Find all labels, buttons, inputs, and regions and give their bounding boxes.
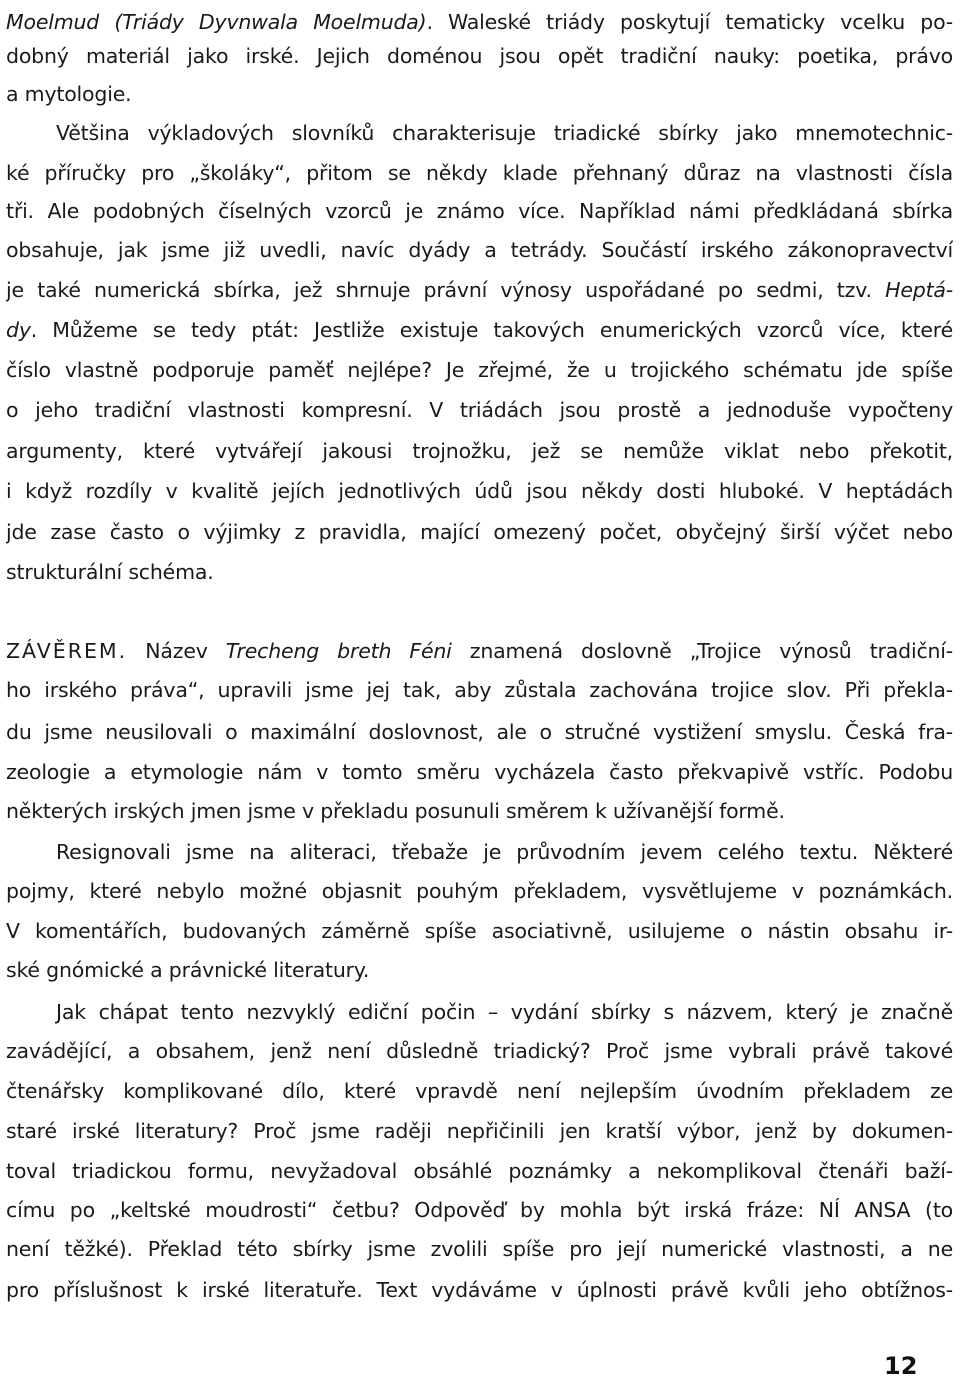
text-segment: zeologie a etymologie nám v tomto směru vycházela často překvapivě vstříc. Podobu <box>6 760 953 784</box>
text-segment: znamená doslovně „Trojice výnosů tradiční- <box>451 639 953 663</box>
text-segment: du jsme neusilovali o maximální doslovnost, ale o stručné vystižení smyslu. Česká fra- <box>6 720 953 744</box>
text-line <box>6 992 953 1032</box>
text-line <box>6 1229 953 1269</box>
italic-text: dy <box>6 318 31 342</box>
text-segment: o jeho tradiční vlastnosti kompresní. V triádách jsou prostě a jednoduše vypočteny <box>6 398 953 422</box>
text-line <box>6 230 953 270</box>
text-line <box>6 1270 953 1310</box>
text-line <box>6 1190 953 1230</box>
text-segment: i když rozdíly v kvalitě jejích jednotlivých údů jsou někdy dosti hluboké. V heptádách <box>6 479 953 503</box>
text-segment: Resignovali jsme na aliteraci, třebaže je průvodním jevem celého textu. Některé <box>56 840 953 864</box>
text-segment: dobný materiál jako irské. Jejich doménou jsou opět tradiční nauky: poetika, právo <box>6 44 953 68</box>
text-line <box>6 670 953 710</box>
text-segment: a mytologie. <box>6 82 132 106</box>
text-segment: některých irských jmen jsme v překladu posunuli směrem k užívanější formě. <box>6 799 785 823</box>
text-line <box>6 752 953 792</box>
text-segment: čtenářsky komplikované dílo, které vpravdě není nejlepším úvodním překladem ze <box>6 1079 953 1103</box>
text-segment: tři. Ale podobných číselných vzorců je známo více. Například námi předkládaná sbírka <box>6 199 953 223</box>
text-line <box>6 270 953 310</box>
text-segment: argumenty, které vytvářejí jakousi trojnožku, jež se nemůže viklat nebo překotit, <box>6 439 953 463</box>
text-line <box>6 471 953 511</box>
text-line <box>6 512 953 552</box>
text-line <box>6 191 953 231</box>
text-segment: pro příslušnost k irské literatuře. Text vydáváme v úplnosti právě kvůli jeho obtížnos- <box>6 1278 953 1302</box>
italic-text: Moelmud (Triády Dyvnwala Moelmuda) <box>6 10 427 34</box>
text-line <box>6 431 953 471</box>
text-line <box>6 153 953 193</box>
text-segment: je také numerická sbírka, jež shrnuje právní výnosy uspořádané po sedmi, tzv. <box>6 278 886 302</box>
text-line <box>6 74 953 114</box>
text-line <box>6 552 953 592</box>
section-heading: ZÁVĚREM. <box>6 639 128 663</box>
text-line <box>6 871 953 911</box>
text-line <box>6 350 953 390</box>
italic-text: Trecheng breth Féni <box>225 639 452 663</box>
text-segment: zavádějící, a obsahem, jenž není důsledně triadický? Proč jsme vybrali právě takové <box>6 1039 953 1063</box>
text-segment: ké příručky pro „školáky“, přitom se někdy klade přehnaný důraz na vlastnosti čísla <box>6 161 953 185</box>
text-segment: . Waleské triády poskytují tematicky vcelku po- <box>426 10 953 34</box>
text-segment: V komentářích, budovaných záměrně spíše asociativně, usilujeme o nástin obsahu ir- <box>6 919 953 943</box>
text-line <box>6 1111 953 1151</box>
text-segment: není těžké). Překlad této sbírky jsme zvolili spíše pro její numerické vlastnosti, a ne <box>6 1237 953 1261</box>
text-segment: staré irské literatury? Proč jsme raději nepřičinili jen kratší výbor, jenž by dokumen- <box>6 1119 953 1143</box>
text-segment: címu po „keltské moudrosti“ četbu? Odpověď by mohla být irská fráze: NÍ ANSA (to <box>6 1198 953 1222</box>
text-segment: ho irského práva“, upravili jsme jej tak, aby zůstala zachována trojice slov. Při překla- <box>6 678 953 702</box>
text-segment: číslo vlastně podporuje paměť nejlépe? Je zřejmé, že u trojického schématu jde spíše <box>6 358 953 382</box>
text-segment: . Můžeme se tedy ptát: Jestliže existuje takových enumerických vzorců více, které <box>30 318 953 342</box>
text-line <box>6 631 953 671</box>
text-line <box>6 832 953 872</box>
text-segment: obsahuje, jak jsme již uvedli, navíc dyády a tetrády. Součástí irského zákonopravectví <box>6 238 953 262</box>
text-line <box>6 950 953 990</box>
text-segment: ské gnómické a právnické literatury. <box>6 958 370 982</box>
text-segment: jde zase často o výjimky z pravidla, mající omezený počet, obyčejný širší výčet nebo <box>6 520 953 544</box>
text-line <box>6 911 953 951</box>
page-number: 12 <box>884 1352 918 1380</box>
text-line <box>6 1031 953 1071</box>
text-segment: toval triadickou formu, nevyžadoval obsáhlé poznámky a nekomplikoval čtenáři baží- <box>6 1159 953 1183</box>
text-segment: Jak chápat tento nezvyklý ediční počin – vydání sbírky s názvem, který je značně <box>56 1000 953 1024</box>
text-line <box>6 712 953 752</box>
text-segment: Většina výkladových slovníků charakterisuje triadické sbírky jako mnemotechnic- <box>56 121 953 145</box>
text-segment: strukturální schéma. <box>6 560 214 584</box>
text-line <box>6 310 953 350</box>
text-segment: pojmy, které nebylo možné objasnit pouhým překladem, vysvětlujeme v poznámkách. <box>6 879 953 903</box>
text-line <box>6 1151 953 1191</box>
italic-text: Heptá- <box>885 278 953 302</box>
text-line <box>6 113 953 153</box>
text-line <box>6 1071 953 1111</box>
text-segment: Název <box>127 639 226 663</box>
text-line <box>6 791 953 831</box>
text-line <box>6 36 953 76</box>
text-line <box>6 390 953 430</box>
